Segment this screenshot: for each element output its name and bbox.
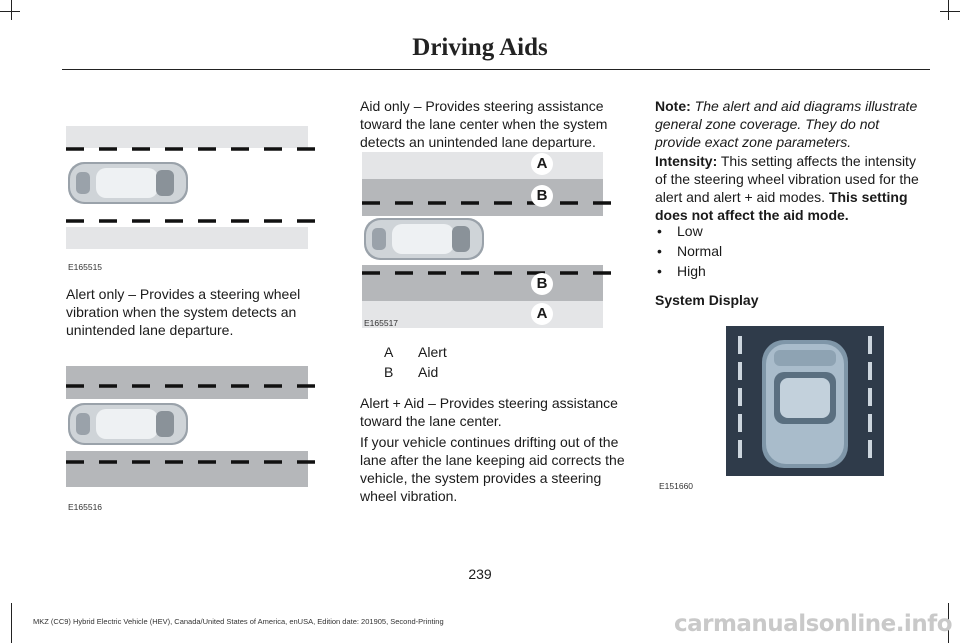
page-title: Driving Aids: [412, 34, 548, 61]
footer-text: MKZ (CC9) Hybrid Electric Vehicle (HEV), Canada/United States of America, enUSA, Edition date: 201905, Second-Printing: [33, 617, 444, 626]
figure-code-4: E151660: [659, 481, 694, 491]
system-display-heading: System Display: [655, 292, 759, 308]
alert-zone-top: [362, 152, 603, 179]
figure-code-2: E165516: [68, 502, 103, 512]
figure-code-1: E165515: [68, 262, 103, 272]
lane-diagram-figure-3: [362, 152, 620, 328]
lane-band-top: [66, 126, 308, 148]
car-top-view-icon: [762, 340, 848, 468]
note-text: The alert and aid diagrams illustrate general zone coverage. They do not provide exact zone parameters.: [655, 98, 918, 150]
alert-zone-bottom: [362, 301, 603, 328]
page-number: 239: [468, 566, 492, 582]
header-rule: [62, 69, 930, 70]
option-normal: • Normal: [655, 242, 722, 262]
intensity-options-list: [655, 222, 722, 282]
alert-zone-top: [66, 366, 308, 399]
legend-value-b: Aid: [418, 364, 439, 380]
watermark: carmanualsonline.info: [673, 611, 952, 637]
alert-aid-paragraph: Alert + Aid – Provides steering assistance toward the lane center.: [360, 395, 618, 429]
crop-mark-top-left-h: [0, 11, 20, 12]
option-low: • Low: [655, 222, 722, 242]
marker-b-bottom: B: [536, 275, 548, 292]
alert-zone-bottom: [66, 451, 308, 487]
lane-band-bottom: [66, 227, 308, 249]
car-icon: [364, 218, 484, 260]
car-icon: [68, 162, 188, 204]
legend-value-a: Alert: [418, 344, 447, 360]
figure-code-3: E165517: [364, 318, 399, 328]
lane-diagram-figure-2: [66, 366, 324, 490]
crop-mark-top-left-v: [11, 0, 12, 20]
crop-mark-top-right-v: [948, 0, 949, 20]
marker-b-top: B: [536, 187, 548, 204]
intensity-bold-text: This setting does not affect the aid mode.: [655, 189, 908, 223]
note-paragraph: [655, 97, 927, 151]
crop-mark-bottom-left-v: [11, 603, 12, 643]
intensity-label: Intensity:: [655, 153, 718, 169]
drifting-paragraph: If your vehicle continues drifting out of the lane after the lane keeping aid corrects the vehicle, the system provides a steering wheel vibration.: [360, 434, 625, 504]
option-high: • High: [655, 262, 722, 282]
system-display-figure: [726, 326, 884, 476]
aid-zone-top: [362, 179, 603, 216]
aid-zone-bottom: [362, 265, 603, 301]
marker-a-top: A: [536, 155, 548, 172]
marker-a-bottom: A: [536, 305, 548, 322]
lane-diagram-figure-1: [66, 126, 324, 250]
legend-key-b: B: [384, 364, 394, 380]
intensity-paragraph: [655, 152, 929, 224]
car-icon: [68, 403, 188, 445]
intensity-text: This setting affects the intensity of the steering wheel vibration used for the alert and alert + aid modes.: [655, 153, 919, 205]
alert-only-paragraph: Alert only – Provides a steering wheel vibration when the system detects an unintended lane departure.: [66, 286, 301, 338]
legend-key-a: A: [384, 344, 394, 360]
crop-mark-top-right-h: [940, 11, 960, 12]
aid-only-paragraph: Aid only – Provides steering assistance toward the lane center when the system detects an unintended lane departure.: [360, 98, 608, 150]
note-label: Note:: [655, 98, 691, 114]
